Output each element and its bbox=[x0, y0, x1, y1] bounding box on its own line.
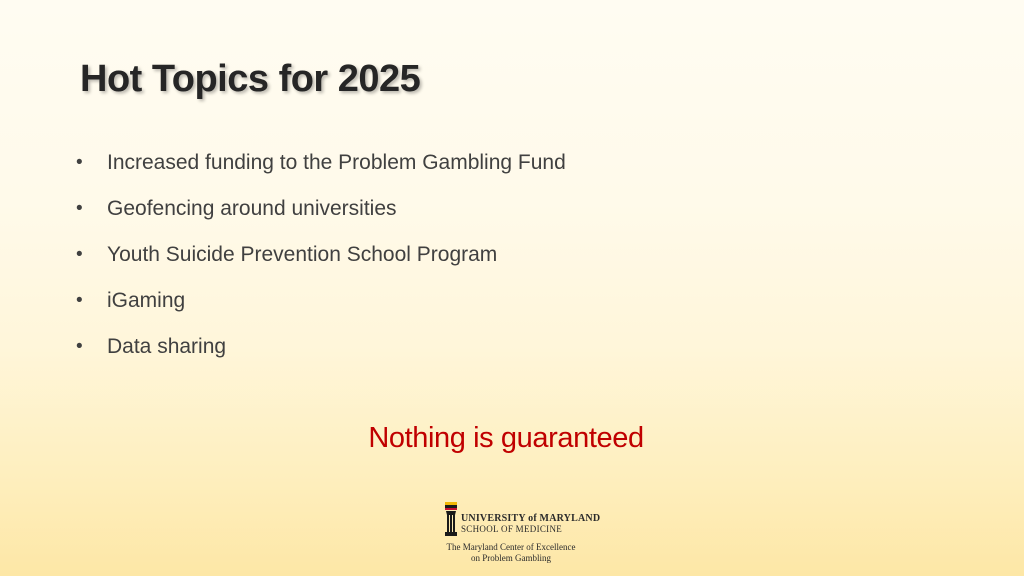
bullet-icon: • bbox=[76, 152, 83, 173]
callout-text: Nothing is guaranteed bbox=[368, 422, 644, 454]
university-seal-icon bbox=[444, 502, 458, 536]
logo-university-name: UNIVERSITY of MARYLAND bbox=[461, 513, 601, 524]
bullet-text: Geofencing around universities bbox=[107, 197, 397, 220]
bullet-list bbox=[76, 140, 566, 370]
bullet-text: iGaming bbox=[107, 289, 186, 312]
bullet-text: Data sharing bbox=[107, 335, 227, 358]
bullet-item bbox=[76, 186, 566, 232]
bullet-text: Increased funding to the Problem Gambling Fund bbox=[107, 151, 566, 174]
bullet-item bbox=[76, 140, 566, 186]
bullet-item bbox=[76, 324, 566, 370]
bullet-text: Youth Suicide Prevention School Program bbox=[107, 243, 498, 266]
bullet-icon: • bbox=[76, 198, 83, 219]
bullet-item bbox=[76, 232, 566, 278]
logo-center-name: The Maryland Center of Excellence bbox=[446, 542, 576, 552]
bullet-icon: • bbox=[76, 244, 83, 265]
umd-som-logo bbox=[441, 500, 601, 570]
logo-school-name: SCHOOL OF MEDICINE bbox=[461, 524, 563, 534]
logo-center-subtitle: on Problem Gambling bbox=[471, 553, 551, 563]
bullet-icon: • bbox=[76, 336, 83, 357]
slide-title: Hot Topics for 2025 bbox=[80, 58, 421, 100]
bullet-icon: • bbox=[76, 290, 83, 311]
bullet-item bbox=[76, 278, 566, 324]
